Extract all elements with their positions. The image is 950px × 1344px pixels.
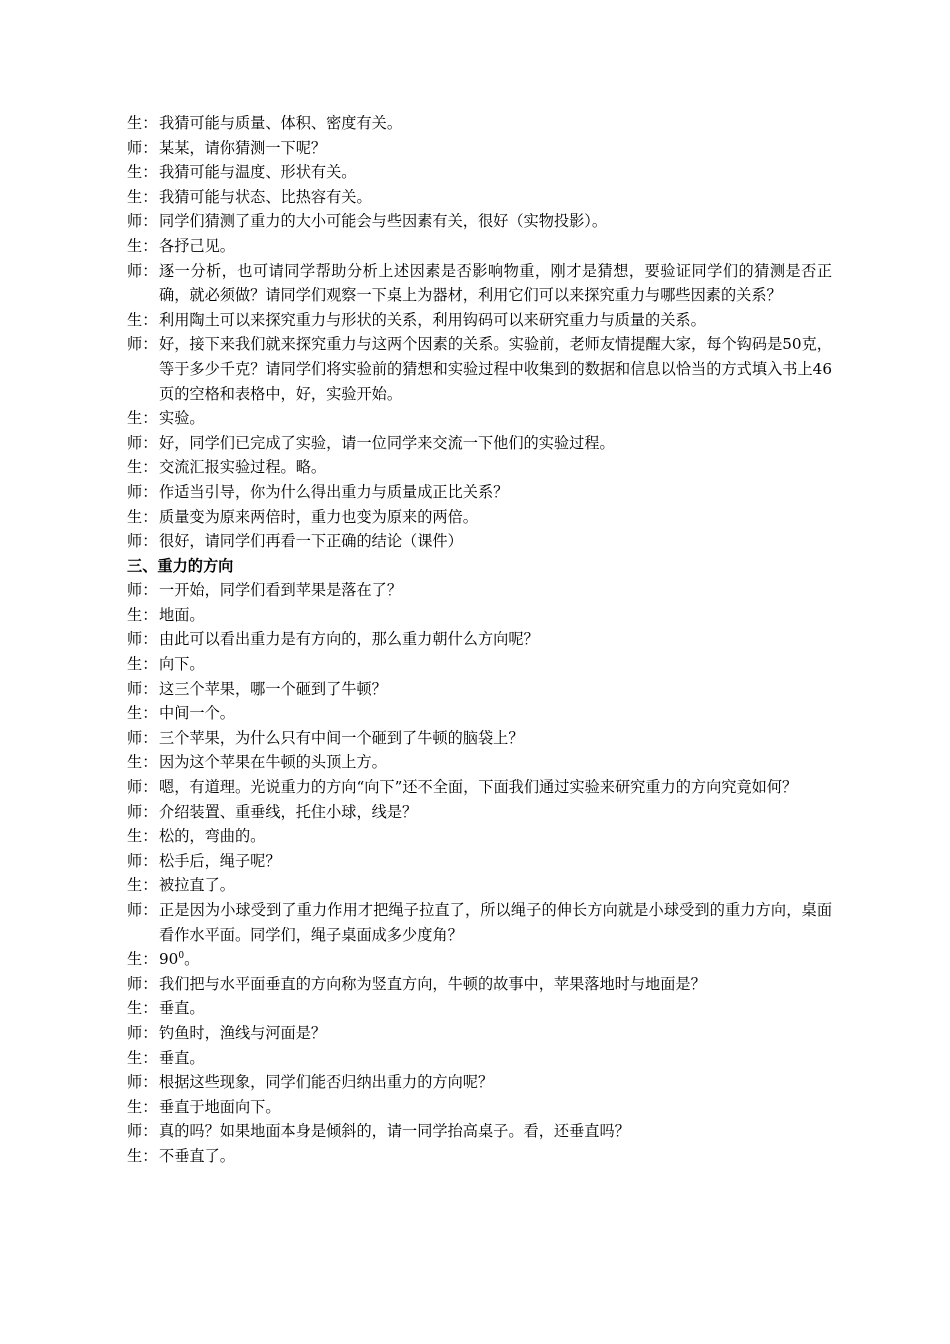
dialogue-text: 因为这个苹果在牛顿的头顶上方。 xyxy=(159,753,387,772)
dialogue-text: 好，接下来我们就来探究重力与这两个因素的关系。实验前，老师友情提醒大家，每个钩码是50克，等于多少千克？请同学们将实验前的猜想和实验过程中收集到的数据和信息以恰当的方式填入书上46页的空格和表格中，好，实验开始。 xyxy=(159,335,832,403)
dialogue-text: 质量变为原来两倍时，重力也变为原来的两倍。 xyxy=(159,507,478,526)
dialogue-text: 垂直。 xyxy=(159,999,205,1018)
document-body xyxy=(127,111,832,1169)
speaker-label: 师： xyxy=(127,802,158,821)
dialogue-line xyxy=(127,677,832,702)
speaker-label: 生： xyxy=(127,655,158,674)
dialogue-text: 不垂直了。 xyxy=(159,1146,235,1165)
section-heading: 三、重力的方向 xyxy=(127,556,234,575)
speaker-label: 师： xyxy=(127,482,158,501)
speaker-label: 生： xyxy=(127,163,158,182)
dialogue-line xyxy=(127,972,832,997)
dialogue-text: 一开始，同学们看到苹果是落在了？ xyxy=(159,581,402,600)
speaker-label: 生： xyxy=(127,704,158,723)
dialogue-line xyxy=(127,406,832,431)
dialogue-text xyxy=(159,947,832,972)
dialogue-text: 逐一分析，也可请同学帮助分析上述因素是否影响物重，刚才是猜想，要验证同学们的猜测是否正确，就必须做？请同学们观察一下桌上为器材，利用它们可以来探究重力与哪些因素的关系？ xyxy=(159,261,832,305)
speaker-label: 师： xyxy=(127,532,158,551)
dialogue-text: 松的，弯曲的。 xyxy=(159,827,266,846)
dialogue-line xyxy=(127,726,832,751)
speaker-label: 师： xyxy=(127,679,158,698)
speaker-label: 生： xyxy=(127,876,158,895)
dialogue-line xyxy=(127,750,832,775)
dialogue-line xyxy=(127,652,832,677)
dialogue-line xyxy=(127,1119,832,1144)
dialogue-text: 地面。 xyxy=(159,605,205,624)
dialogue-text: 松手后，绳子呢？ xyxy=(159,851,281,870)
speaker-label: 师： xyxy=(127,630,158,649)
dialogue-line xyxy=(127,480,832,505)
dialogue-text: 真的吗？如果地面本身是倾斜的，请一同学抬高桌子。看，还垂直吗？ xyxy=(159,1122,630,1141)
dialogue-line xyxy=(127,136,832,161)
dialogue-line xyxy=(127,160,832,185)
dialogue-text: 向下。 xyxy=(159,655,205,674)
speaker-label: 师： xyxy=(127,778,158,797)
speaker-label: 生： xyxy=(127,1097,158,1116)
dialogue-line xyxy=(127,603,832,628)
dialogue-line xyxy=(127,800,832,825)
speaker-label: 生： xyxy=(127,507,158,526)
dialogue-line xyxy=(127,996,832,1021)
speaker-label: 师： xyxy=(127,1073,158,1092)
speaker-label: 师： xyxy=(127,581,158,600)
dialogue-text: 我猜可能与状态、比热容有关。 xyxy=(159,187,372,206)
speaker-label: 师： xyxy=(127,433,158,452)
speaker-label: 师： xyxy=(127,901,158,919)
speaker-label: 师： xyxy=(127,261,158,280)
speaker-label: 师： xyxy=(127,851,158,870)
speaker-label: 生： xyxy=(127,236,158,255)
dialogue-text: 各抒己见。 xyxy=(159,236,235,255)
dialogue-text: 我猜可能与质量、体积、密度有关。 xyxy=(159,114,402,132)
dialogue-line xyxy=(127,505,832,530)
dialogue-line xyxy=(127,1144,832,1169)
dialogue-text: 嗯，有道理。光说重力的方向“向下”还不全面，下面我们通过实验来研究重力的方向究竟如何？ xyxy=(159,778,798,797)
dialogue-line xyxy=(127,332,832,406)
dialogue-text: 根据这些现象，同学们能否归纳出重力的方向呢？ xyxy=(159,1073,494,1092)
angle-value: 90 xyxy=(159,950,179,969)
degree-superscript: 0 xyxy=(178,951,185,962)
speaker-label: 生： xyxy=(127,310,158,329)
dialogue-line xyxy=(127,455,832,480)
speaker-label: 师： xyxy=(127,138,158,157)
dialogue-text: 某某，请你猜测一下呢？ xyxy=(159,138,327,157)
dialogue-line xyxy=(127,308,832,333)
speaker-label: 师： xyxy=(127,728,158,747)
dialogue-line xyxy=(127,873,832,898)
dialogue-line xyxy=(127,701,832,726)
dialogue-line xyxy=(127,578,832,603)
dialogue-line xyxy=(127,1046,832,1071)
dialogue-text: 正是因为小球受到了重力作用才把绳子拉直了，所以绳子的伸长方向就是小球受到的重力方向，桌面看作水平面。同学们，绳子桌面成多少度角？ xyxy=(159,901,832,944)
angle-suffix: 。 xyxy=(184,950,200,969)
dialogue-text: 三个苹果，为什么只有中间一个砸到了牛顿的脑袋上？ xyxy=(159,728,524,747)
dialogue-text: 被拉直了。 xyxy=(159,876,235,895)
dialogue-text: 钓鱼时，渔线与河面是？ xyxy=(159,1023,327,1042)
dialogue-text: 很好，请同学们再看一下正确的结论（课件） xyxy=(159,532,463,551)
speaker-label: 生： xyxy=(127,1048,158,1067)
speaker-label: 生： xyxy=(127,753,158,772)
dialogue-line xyxy=(127,1070,832,1095)
dialogue-text: 介绍装置、重垂线，托住小球，线是？ xyxy=(159,802,418,821)
dialogue-line xyxy=(127,775,832,800)
dialogue-text: 我猜可能与温度、形状有关。 xyxy=(159,163,357,182)
speaker-label: 生： xyxy=(127,999,158,1018)
speaker-label: 师： xyxy=(127,1122,158,1141)
dialogue-text: 中间一个。 xyxy=(159,704,235,723)
dialogue-line xyxy=(127,529,832,554)
dialogue-line xyxy=(127,824,832,849)
speaker-label: 生： xyxy=(127,187,158,206)
dialogue-line xyxy=(127,259,832,308)
dialogue-text: 实验。 xyxy=(159,409,205,428)
dialogue-line xyxy=(127,1021,832,1046)
dialogue-text: 作适当引导，你为什么得出重力与质量成正比关系？ xyxy=(159,482,509,501)
dialogue-text: 我们把与水平面垂直的方向称为竖直方向，牛顿的故事中，苹果落地时与地面是？ xyxy=(159,974,706,993)
dialogue-line-angle xyxy=(127,947,832,972)
dialogue-line xyxy=(127,627,832,652)
dialogue-line xyxy=(127,431,832,456)
dialogue-text: 由此可以看出重力是有方向的，那么重力朝什么方向呢？ xyxy=(159,630,539,649)
speaker-label: 生： xyxy=(127,827,158,846)
dialogue-text: 这三个苹果，哪一个砸到了牛顿？ xyxy=(159,679,387,698)
speaker-label: 生： xyxy=(127,950,158,969)
speaker-label: 师： xyxy=(127,1023,158,1042)
dialogue-line xyxy=(127,849,832,874)
speaker-label: 生： xyxy=(127,114,158,132)
dialogue-line xyxy=(127,1095,832,1120)
dialogue-text: 垂直于地面向下。 xyxy=(159,1097,281,1116)
dialogue-text: 同学们猜测了重力的大小可能会与些因素有关，很好（实物投影）。 xyxy=(159,212,608,231)
dialogue-text: 垂直。 xyxy=(159,1048,205,1067)
dialogue-text: 利用陶土可以来探究重力与形状的关系，利用钩码可以来研究重力与质量的关系。 xyxy=(159,310,706,329)
dialogue-line xyxy=(127,111,832,136)
speaker-label: 师： xyxy=(127,212,158,231)
dialogue-text: 好，同学们已完成了实验，请一位同学来交流一下他们的实验过程。 xyxy=(159,433,615,452)
speaker-label: 生： xyxy=(127,1146,158,1165)
dialogue-line xyxy=(127,209,832,234)
speaker-label: 生： xyxy=(127,409,158,428)
dialogue-line xyxy=(127,898,832,947)
speaker-label: 生： xyxy=(127,458,158,477)
dialogue-line xyxy=(127,234,832,259)
dialogue-text: 交流汇报实验过程。略。 xyxy=(159,458,327,477)
speaker-label: 生： xyxy=(127,605,158,624)
speaker-label: 师： xyxy=(127,335,158,354)
dialogue-line xyxy=(127,185,832,210)
speaker-label: 师： xyxy=(127,974,158,993)
